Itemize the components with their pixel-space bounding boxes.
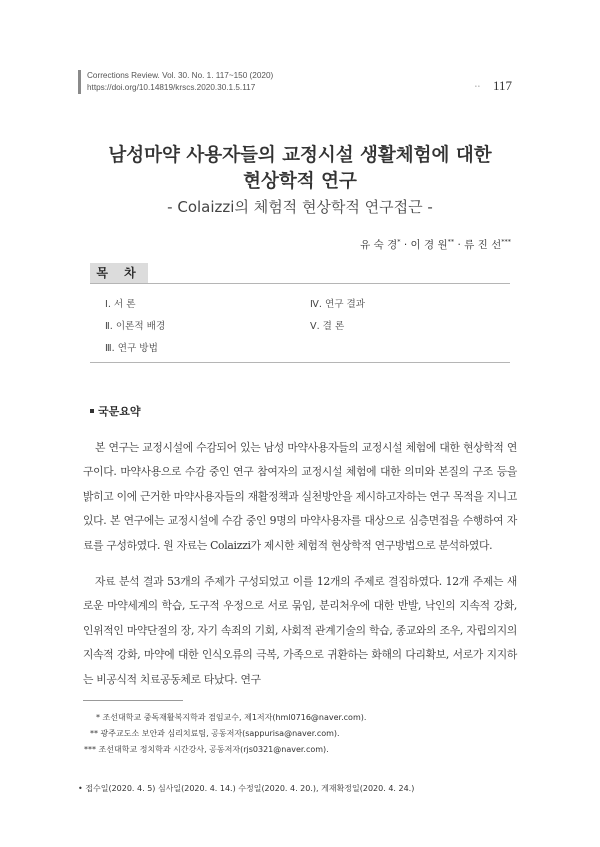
- author-mark: **: [447, 237, 455, 246]
- footnote-rule: [83, 700, 183, 701]
- journal-citation: [87, 70, 273, 94]
- footnote: ** 광주교도소 보안과 심리치료팀, 공동저자(sappurisa@naver.com).: [90, 729, 340, 738]
- author-separator: ·: [454, 239, 465, 251]
- author-name: 이 경 원: [410, 239, 448, 251]
- page-number-block: [475, 78, 512, 94]
- toc-bottom-rule: [90, 362, 510, 363]
- toc-top-rule: [90, 283, 510, 284]
- title-line-2: 현상학적 연구: [243, 171, 357, 192]
- footnote: * 조선대학교 중독재활복지학과 겸임교수, 제1저자(hml0716@naver.com).: [96, 713, 367, 722]
- subtitle: - Colaizzi의 체험적 현상학적 연구접근 -: [167, 198, 433, 216]
- doi-link[interactable]: https://doi.org/10.14819/krscs.2020.30.1.5.117: [87, 83, 256, 92]
- toc-heading: 목 차: [90, 263, 148, 283]
- author-list: [360, 237, 511, 252]
- submission-dates: • 접수일(2020. 4. 5) 심사일(2020. 4. 14.) 수정일(2020. 4. 20.), 게재확정일(2020. 4. 24.): [78, 784, 415, 793]
- abstract-heading: [90, 403, 141, 419]
- toc-item: Ⅴ. 결 론: [310, 321, 345, 332]
- abstract-heading-text: 국문요약: [98, 405, 141, 418]
- square-bullet-icon: [90, 409, 94, 413]
- footnote: *** 조선대학교 정치학과 시간강사, 공동저자(rjs0321@naver.com).: [84, 745, 329, 754]
- header-accent-bar: [78, 70, 81, 94]
- running-mark: • •: [474, 84, 480, 90]
- author-mark: *: [397, 237, 401, 246]
- toc-item: Ⅲ. 연구 방법: [105, 343, 158, 354]
- toc-item: Ⅰ. 서 론: [105, 299, 136, 310]
- title-line-1: 남성마약 사용자들의 교정시설 생활체험에 대한: [108, 145, 492, 166]
- author-name: 류 진 선: [464, 239, 502, 251]
- author-name: 유 숙 경: [360, 239, 398, 251]
- page-number: 117: [492, 78, 512, 93]
- toc-item: Ⅱ. 이론적 배경: [105, 321, 166, 332]
- abstract-paragraph-1: 본 연구는 교정시설에 수감되어 있는 남성 마약사용자들의 교정시설 체험에 대한 현상학적 연구이다. 마약사용으로 수감 중인 연구 참여자의 교정시설 체험에 대한 의미와 본질의 구조 등을 밝히고 이에 근거한 마약사용자들의 재활정책과 실천방안을 제시하고자하는 연구 목적을 지니고 있다. 본 연구에는 교정시설에 수감 중인 9명의 마약사용자를 대상으로 심층면접을 수행하여 자료를 구성하였다. 원 자료는 Colaizzi가 제시한 체험적 현상학적 연구방법으로 분석하였다.: [83, 441, 517, 552]
- toc-item: Ⅳ. 연구 결과: [310, 299, 366, 310]
- author-separator: ·: [400, 239, 411, 251]
- abstract-paragraph-2: 자료 분석 결과 53개의 주제가 구성되었고 이를 12개의 주제로 결집하였다. 12개 주제는 새로운 마약세계의 학습, 도구적 우정으로 서로 묶임, 분리처우에 대한 반발, 낙인의 지속적 강화, 인위적인 마약단절의 장, 자기 속죄의 기회, 사회적 관계기술의 학습, 종교와의 조우, 자립의지의 지속적 강화, 마약에 대한 인식오류의 극복, 가족으로 귀환하는 화해의 다리확보, 서로가 지지하는 비공식적 치료공동체로 타났다. 연구: [83, 575, 517, 686]
- journal-line: Corrections Review. Vol. 30. No. 1. 117~150 (2020): [87, 71, 274, 80]
- author-mark: ***: [501, 237, 511, 246]
